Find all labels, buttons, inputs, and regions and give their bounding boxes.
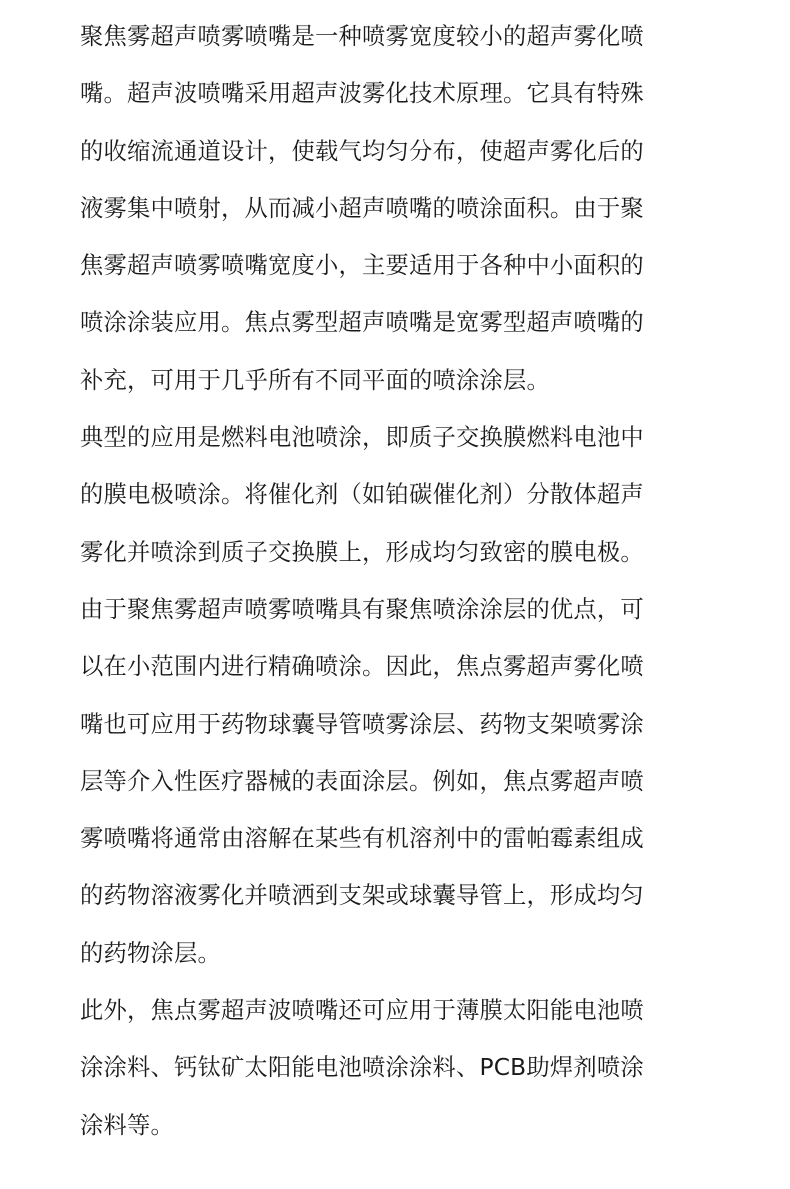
text-line: 雾喷嘴将通常由溶解在某些有机溶剂中的雷帕霉素组成 (80, 825, 644, 853)
text-line: 的膜电极喷涂。将催化剂（如铂碳催化剂）分散体超声 (80, 481, 644, 509)
text-line: 的收缩流通道设计，使载气均匀分布，使超声雾化后的 (80, 137, 644, 165)
text-line: 喷涂涂装应用。焦点雾型超声喷嘴是宽雾型超声喷嘴的 (80, 309, 644, 337)
text-line: 以在小范围内进行精确喷涂。因此，焦点雾超声雾化喷 (80, 653, 644, 681)
paragraph-fuel-cell (80, 409, 740, 581)
paragraph-other-uses (80, 982, 740, 1154)
text-line: 的药物涂层。 (80, 939, 221, 967)
text-line: 液雾集中喷射，从而减小超声喷嘴的喷涂面积。由于聚 (80, 194, 644, 222)
text-line: 的药物溶液雾化并喷洒到支架或球囊导管上，形成均匀 (80, 882, 644, 910)
text-line: 聚焦雾超声喷雾喷嘴是一种喷雾宽度较小的超声雾化喷 (80, 23, 644, 50)
text-line: 补充，可用于几乎所有不同平面的喷涂涂层。 (80, 366, 550, 394)
text-line: 焦雾超声喷雾喷嘴宽度小，主要适用于各种中小面积的 (80, 252, 644, 280)
text-line: 涂涂料、钙钛矿太阳能电池喷涂涂料、PCB助焊剂喷涂 (80, 1054, 644, 1082)
paragraph-medical (80, 581, 740, 982)
text-line: 由于聚焦雾超声喷雾喷嘴具有聚焦喷涂涂层的优点，可 (80, 595, 644, 623)
text-line: 嘴也可应用于药物球囊导管喷雾涂层、药物支架喷雾涂 (80, 710, 644, 738)
text-line: 涂料等。 (80, 1111, 174, 1139)
text-line: 此外，焦点雾超声波喷嘴还可应用于薄膜太阳能电池喷 (80, 997, 644, 1025)
text-line: 典型的应用是燃料电池喷涂，即质子交换膜燃料电池中 (80, 424, 644, 452)
text-line: 嘴。超声波喷嘴采用超声波雾化技术原理。它具有特殊 (80, 80, 644, 108)
text-line: 雾化并喷涂到质子交换膜上，形成均匀致密的膜电极。 (80, 538, 644, 566)
text-line: 层等介入性医疗器械的表面涂层。例如，焦点雾超声喷 (80, 767, 644, 795)
paragraph-intro (80, 8, 740, 409)
